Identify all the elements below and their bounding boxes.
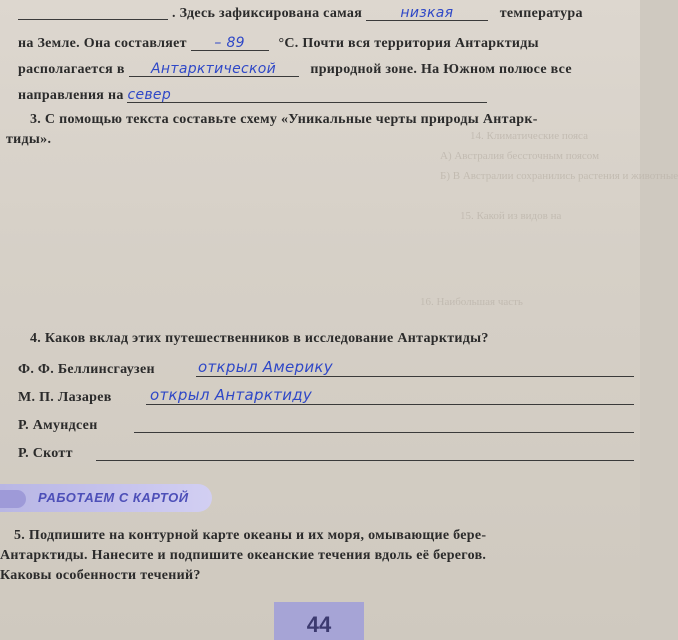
page-number: 44 bbox=[306, 612, 332, 637]
task-4-question: 4. Каков вклад этих путешественников в исследование Антарктиды? bbox=[30, 331, 489, 346]
task-5-text: Каковы особенности течений? bbox=[0, 568, 201, 583]
traveler-name: М. П. Лазарев bbox=[18, 390, 112, 405]
answer-line bbox=[196, 376, 634, 377]
traveler-name: Ф. Ф. Беллинсгаузен bbox=[18, 362, 155, 377]
answer-line bbox=[134, 432, 634, 433]
task-3-text: тиды». bbox=[6, 132, 52, 147]
show-through-text: 15. Какой из видов на bbox=[460, 210, 562, 222]
answer-line bbox=[18, 19, 168, 20]
answer-line bbox=[146, 404, 634, 405]
text-line-3: располагается в Антарктической природной зоне. На Южном полюсе все bbox=[18, 61, 572, 77]
task-5-text: 5. Подпишите на контурной карте океаны и их моря, омывающие бере- bbox=[14, 528, 487, 543]
traveler-answer[interactable]: открыл Антарктиду bbox=[150, 386, 313, 404]
answer-line bbox=[96, 460, 634, 461]
text-line-4: направления на север bbox=[18, 88, 487, 104]
answer-field[interactable]: низкая bbox=[366, 6, 488, 21]
text-line-2: на Земле. Она составляет – 89 °С. Почти вся территория Антарктиды bbox=[18, 35, 539, 51]
traveler-answer[interactable]: открыл Америку bbox=[198, 358, 333, 376]
traveler-name: Р. Амундсен bbox=[18, 418, 98, 433]
show-through-text: 14. Климатические пояса bbox=[470, 130, 588, 142]
show-through-text: 16. Наибольшая часть bbox=[420, 296, 523, 308]
section-banner-label: РАБОТАЕМ С КАРТОЙ bbox=[38, 490, 189, 505]
text-line-1: . Здесь зафиксирована самая низкая температура bbox=[172, 5, 583, 21]
task-5-text: Антарктиды. Нанесите и подпишите океанские течения вдоль её берегов. bbox=[0, 548, 487, 563]
banner-tab bbox=[0, 490, 26, 508]
answer-field[interactable]: Антарктической bbox=[129, 62, 299, 77]
answer-field[interactable]: – 89 bbox=[191, 36, 269, 51]
task-3-text: 3. С помощью текста составьте схему «Уникальные черты природы Антарк- bbox=[30, 112, 538, 127]
answer-field[interactable]: север bbox=[127, 88, 487, 103]
traveler-name: Р. Скотт bbox=[18, 446, 73, 461]
show-through-text: Б) В Австралии сохранились растения и животные bbox=[440, 170, 678, 182]
show-through-text: А) Австралия бессточным поясом bbox=[440, 150, 600, 162]
